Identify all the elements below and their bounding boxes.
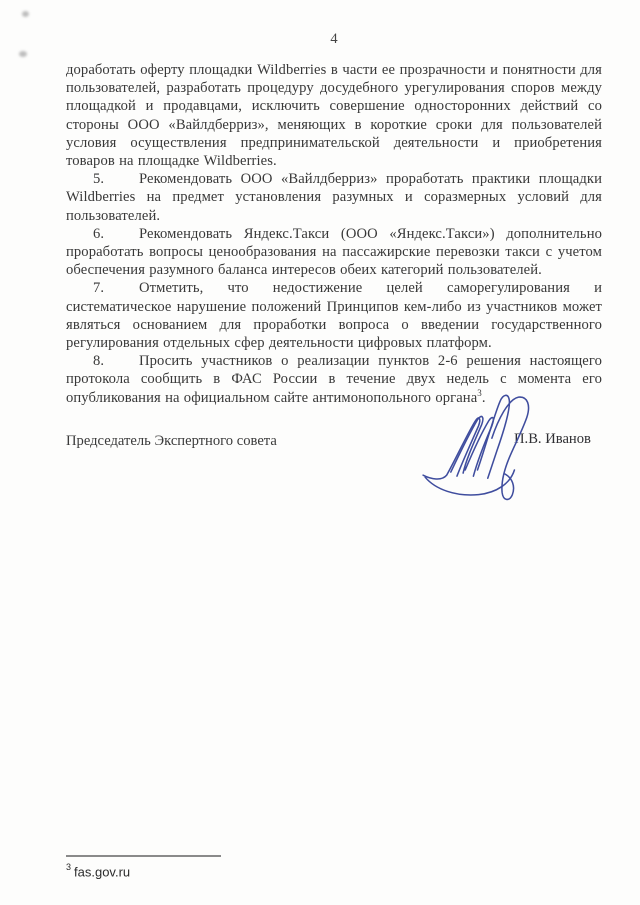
- paragraph-text: доработать оферту площадки Wildberries в части ее прозрачности и понятности для пользователей, разработать процедуру досудебного урегулирования споров между площадкой и продавцами, исключить совершение односторонних действий со стороны ООО «Вайлдберриз», меняющих в короткие сроки для пользователей условия осуществления предпринимательской деятельности и приобретения товаров на площадке Wildberries.: [66, 62, 602, 170]
- page-number: 4: [330, 31, 338, 47]
- paragraph-text: Просить участников о реализации пунктов 2-6 решения настоящего протокола сообщить в ФАС России в течение двух недель с момента его опубликования на официальном сайте антимонопольного органа: [66, 353, 602, 406]
- signature-stroke: [425, 470, 514, 495]
- paragraph-text-after-ref: .: [481, 389, 486, 406]
- scan-artifact-speck: [22, 11, 29, 17]
- document-body: [66, 61, 602, 407]
- footnote-reference: 3: [477, 387, 482, 398]
- paragraph-text: Рекомендовать ООО «Вайлдберриз» проработать практики площадки Wildberries на предмет установления разумных и соразмерных условий для пользователей.: [66, 171, 602, 224]
- signature-stroke: [477, 395, 509, 478]
- paragraph-item-6: [66, 225, 602, 280]
- footnote-line: [66, 862, 221, 881]
- item-number: 7.: [93, 280, 105, 297]
- item-number: 5.: [93, 171, 105, 188]
- paragraph-item-7: [66, 279, 602, 352]
- paragraph-text: Рекомендовать Яндекс.Такси (ООО «Яндекс.Такси») дополнительно проработать вопросы ценообразования на пассажирские перевозки такси с учетом обеспечения разумного баланса интересов обеих категорий пользователей.: [66, 225, 602, 279]
- signer-name: П.В. Иванов: [514, 431, 591, 447]
- signer-title: Председатель Экспертного совета: [66, 433, 277, 449]
- footnote-divider: [66, 855, 221, 857]
- paragraph-text: Отметить, что недостижение целей саморегулирования и систематическое нарушение положений Принципов кем-либо из участников может являться основанием для проработки вопроса о введении государственного регулирования отдельных сфер деятельности цифровых платформ.: [66, 280, 602, 352]
- footnote: [66, 855, 221, 881]
- paragraph-continuation: [66, 61, 602, 170]
- scan-artifact-speck: [19, 51, 27, 57]
- paragraph-item-5: [66, 170, 602, 225]
- item-number: 6.: [93, 225, 105, 242]
- handwritten-signature: [419, 391, 537, 509]
- footnote-link-text: fas.gov.ru: [74, 864, 131, 880]
- item-number: 8.: [93, 353, 105, 370]
- footnote-marker: 3: [66, 862, 72, 872]
